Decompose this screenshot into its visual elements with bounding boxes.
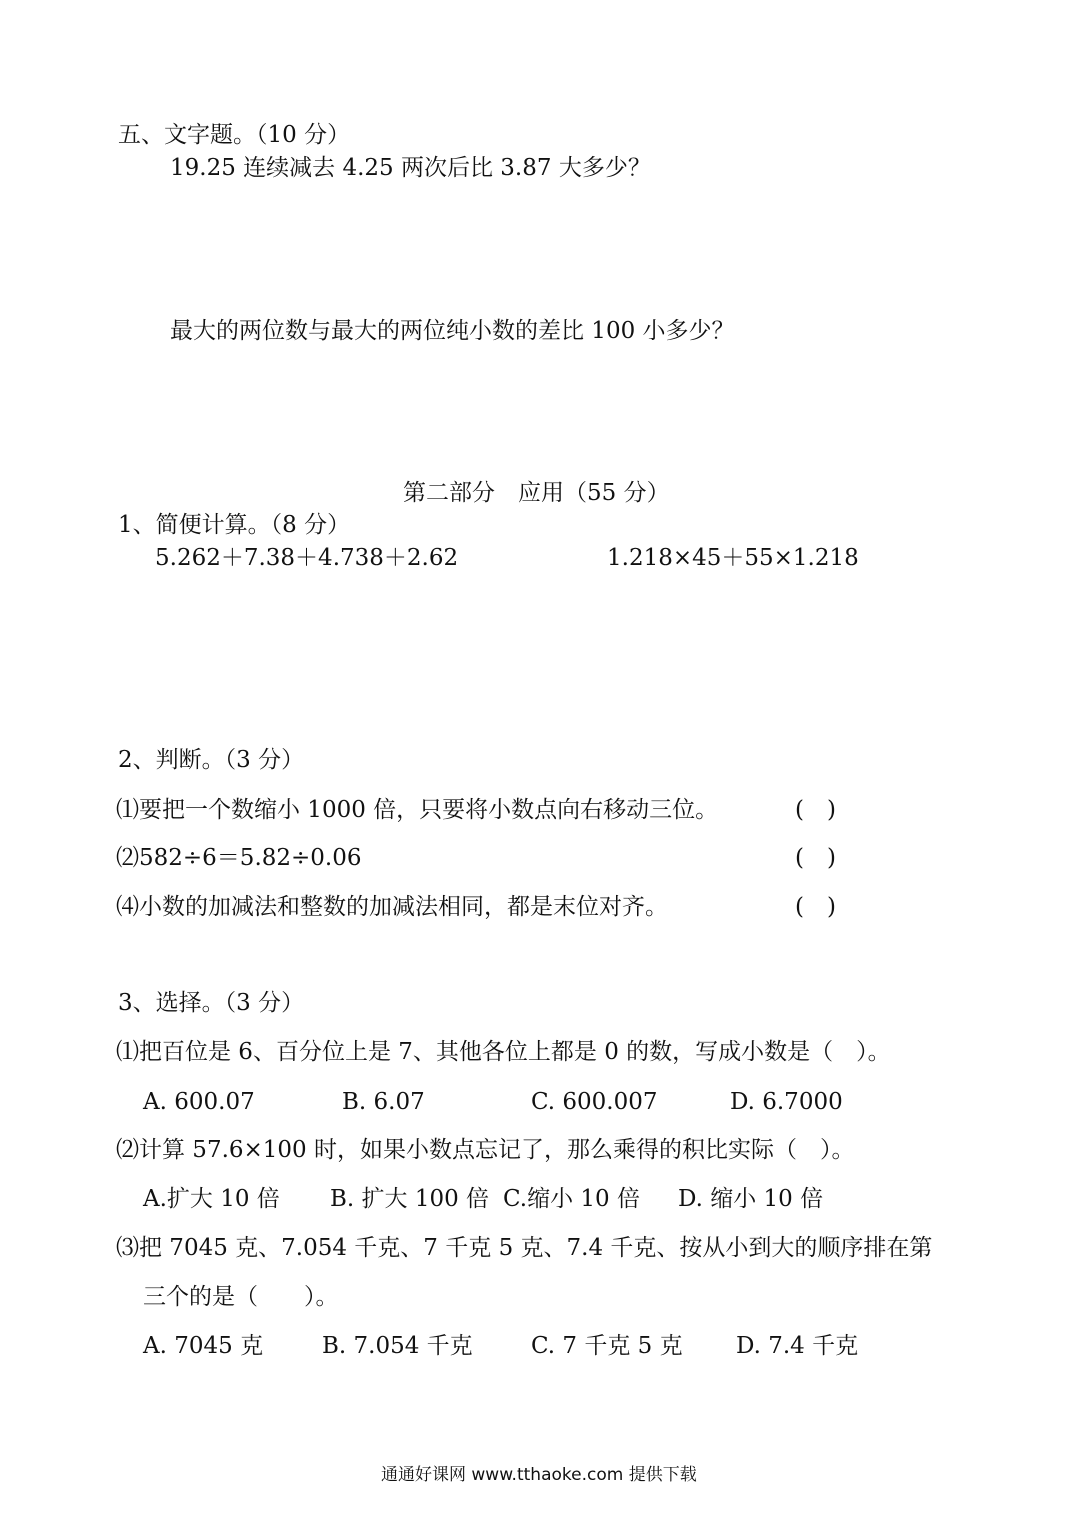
word-problem-1: 19.25 连续减去 4.25 两次后比 3.87 大多少？ (170, 155, 651, 181)
option-c[interactable]: C.缩小 10 倍 (503, 1186, 640, 1212)
option-a[interactable]: A. 600.07 (143, 1089, 255, 1115)
judge-item-3: ⑷小数的加减法和整数的加减法相同，都是末位对齐。 (116, 894, 668, 920)
part-title: 第二部分 应用（55 分） (403, 480, 670, 506)
choice-stem-1: ⑴把百位是 6、百分位上是 7、其他各位上都是 0 的数，写成小数是（ ）。 (116, 1039, 891, 1065)
answer-blank[interactable]: ( ) (795, 845, 836, 871)
answer-blank[interactable]: ( ) (795, 894, 836, 920)
option-c[interactable]: C. 600.007 (531, 1089, 658, 1115)
choice-stem-3-cont: 三个的是（ ）。 (143, 1284, 339, 1310)
choice-options-1 (143, 1087, 843, 1117)
choice-options-2 (143, 1184, 823, 1214)
expression-2: 1.218×45＋55×1.218 (607, 545, 859, 571)
option-d[interactable]: D. 7.4 千克 (736, 1333, 859, 1359)
answer-blank[interactable]: ( ) (795, 797, 836, 823)
question-heading: 1、简便计算。（8 分） (118, 512, 351, 538)
option-c[interactable]: C. 7 千克 5 克 (531, 1333, 683, 1359)
question-heading: 2、判断。（3 分） (118, 747, 305, 773)
option-b[interactable]: B. 6.07 (342, 1089, 425, 1115)
judge-item-2: ⑵582÷6＝5.82÷0.06 (116, 845, 362, 871)
expression-1: 5.262＋7.38＋4.738＋2.62 (155, 545, 459, 571)
choice-stem-2: ⑵计算 57.6×100 时，如果小数点忘记了，那么乘得的积比实际（ ）。 (116, 1137, 855, 1163)
choice-options-3 (143, 1331, 858, 1361)
word-problem-2: 最大的两位数与最大的两位纯小数的差比 100 小多少？ (170, 318, 735, 344)
section-heading: 五、文字题。（10 分） (118, 122, 351, 148)
option-d[interactable]: D. 缩小 10 倍 (678, 1186, 824, 1212)
option-b[interactable]: B. 7.054 千克 (322, 1333, 473, 1359)
option-b[interactable]: B. 扩大 100 倍 (330, 1186, 490, 1212)
footer-credit: 通通好课网 www.tthaoke.com 提供下载 (381, 1465, 697, 1485)
judge-item-1: ⑴要把一个数缩小 1000 倍，只要将小数点向右移动三位。 (116, 797, 719, 823)
option-a[interactable]: A. 7045 克 (143, 1333, 264, 1359)
option-a[interactable]: A.扩大 10 倍 (143, 1186, 280, 1212)
choice-stem-3: ⑶把 7045 克、7.054 千克、7 千克 5 克、7.4 千克、按从小到大的顺序排在第 (116, 1235, 933, 1261)
option-d[interactable]: D. 6.7000 (730, 1089, 843, 1115)
question-heading: 3、选择。（3 分） (118, 990, 305, 1016)
